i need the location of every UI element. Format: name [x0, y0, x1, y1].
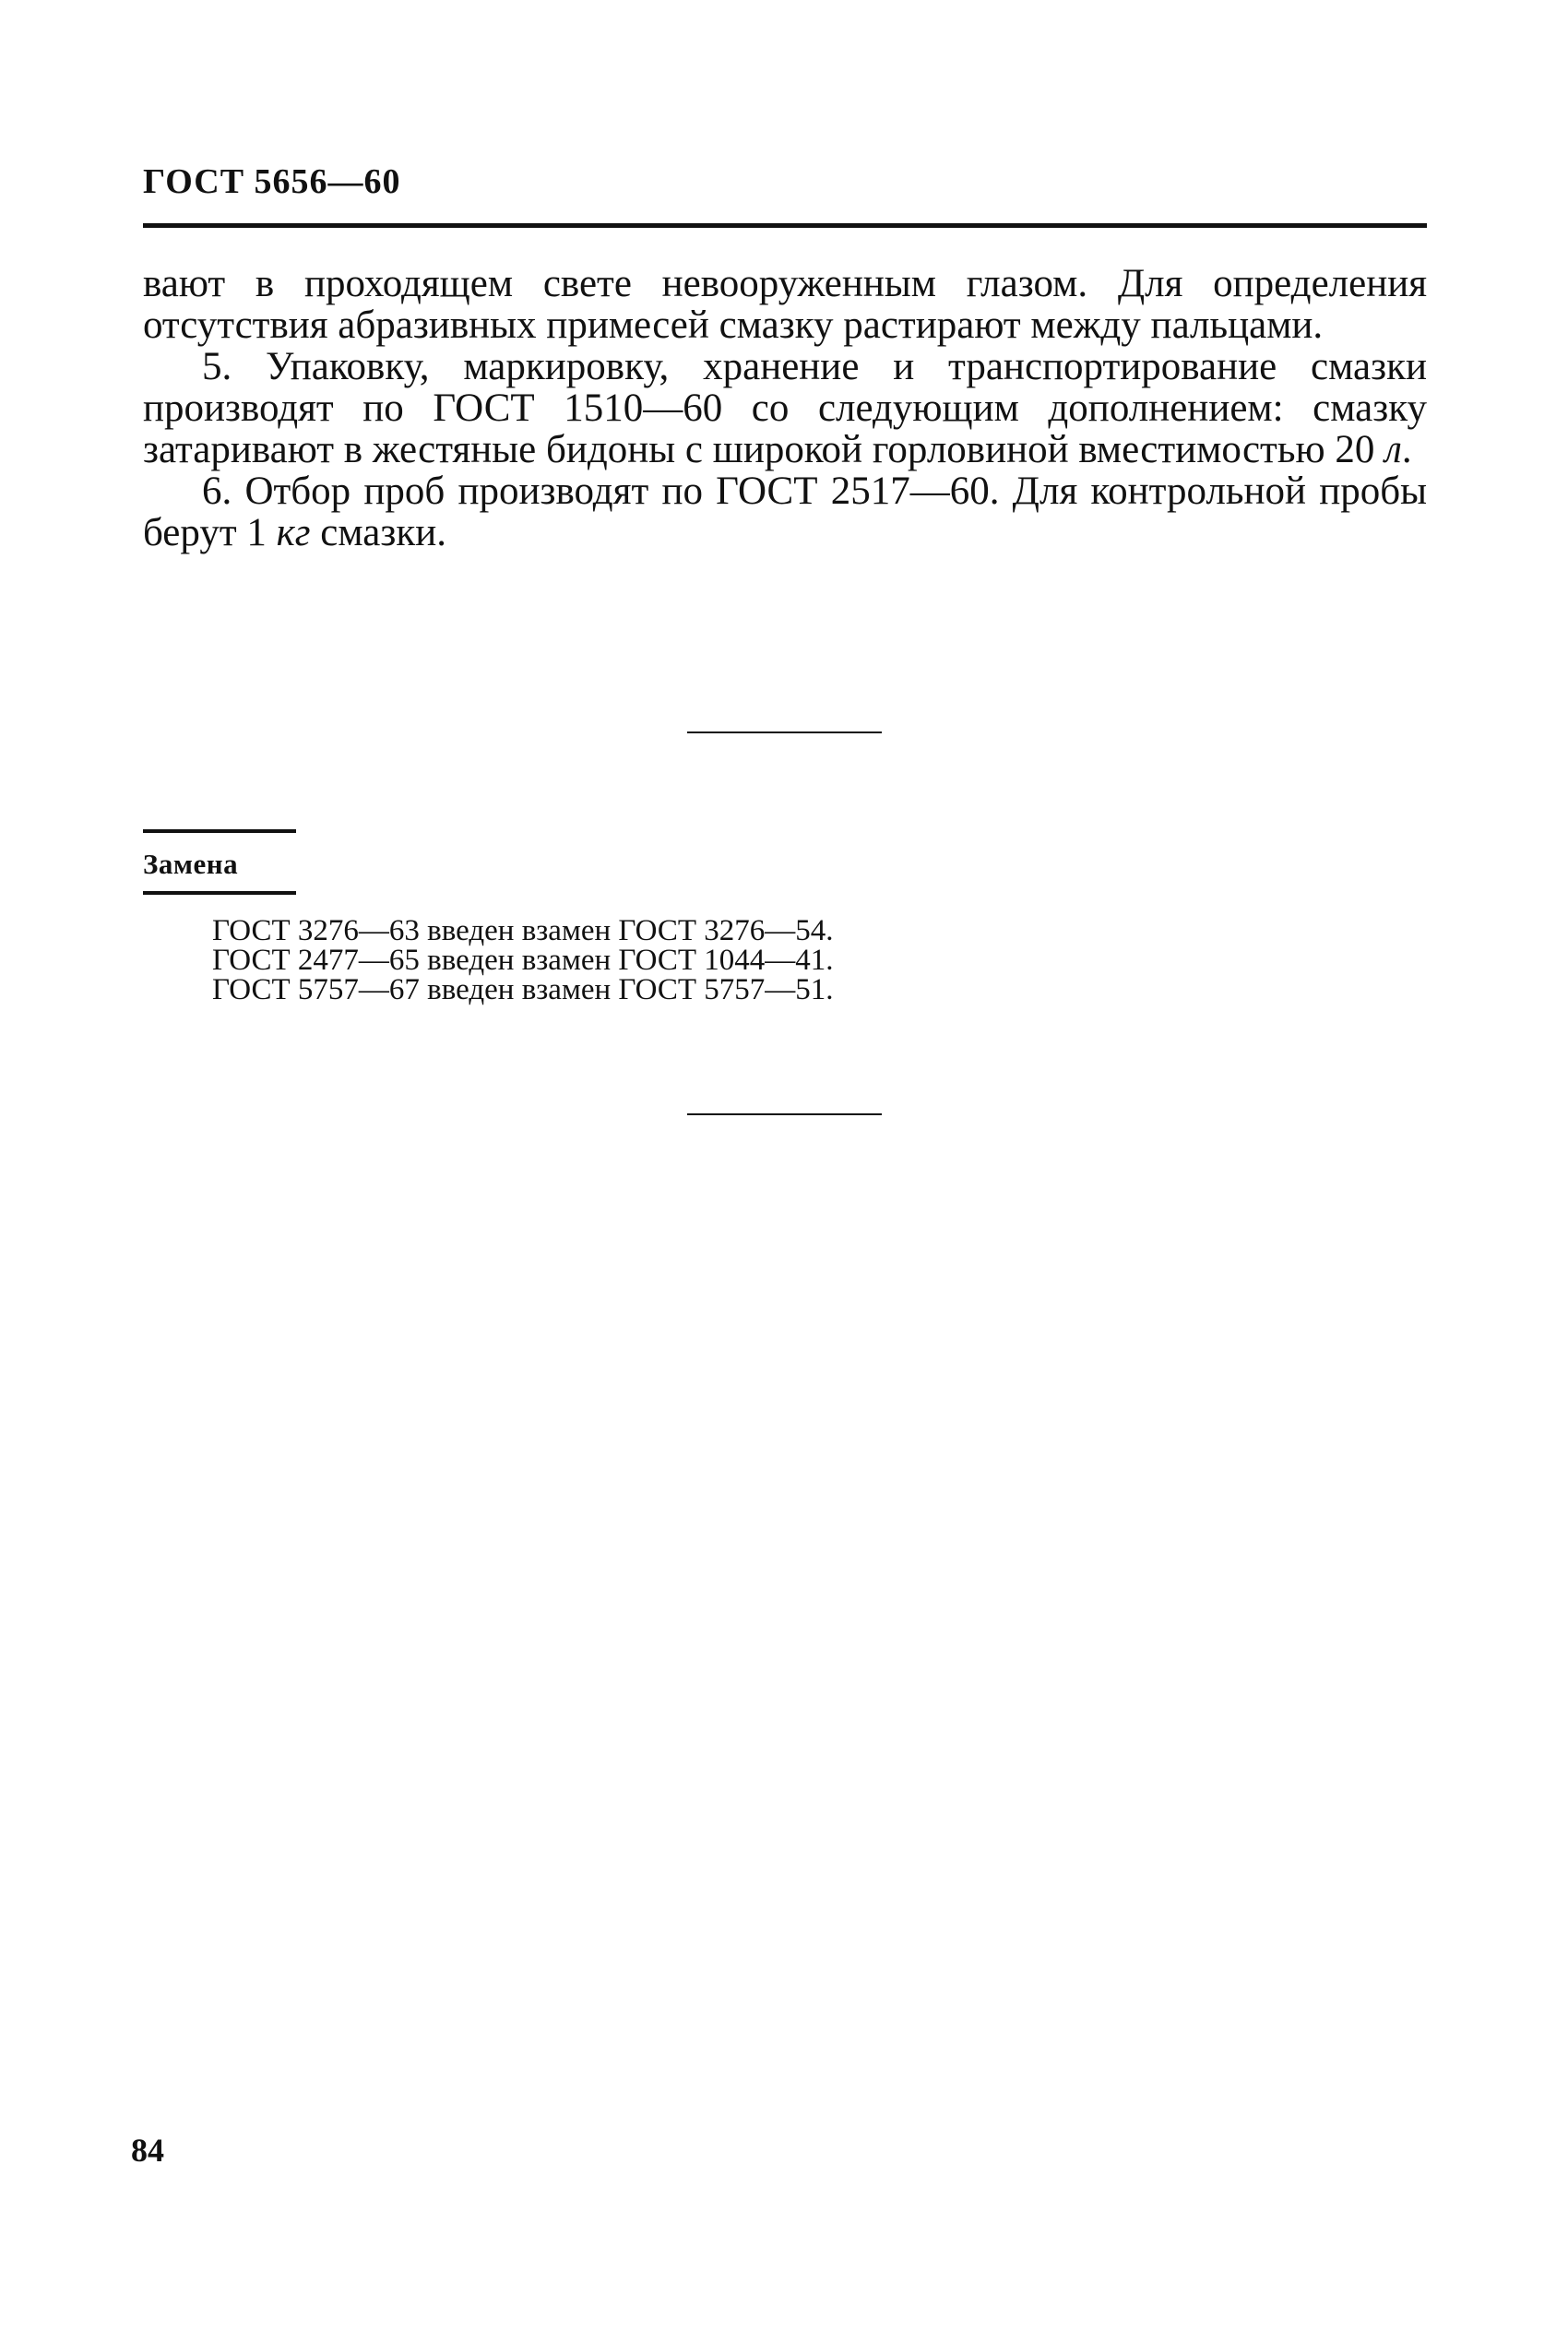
- replacement-title: Замена: [143, 848, 239, 880]
- replacement-item: ГОСТ 3276—63 введен взамен ГОСТ 3276—54.: [212, 914, 834, 947]
- document-header-title: ГОСТ 5656—60: [143, 162, 401, 201]
- replacement-rule-top: [143, 829, 296, 833]
- paragraph-item-6: [143, 470, 1427, 553]
- paragraph-item-5: [143, 346, 1427, 470]
- replacement-rule-bottom: [143, 891, 296, 895]
- section-divider-2: [687, 1113, 882, 1115]
- page-number: 84: [131, 2132, 164, 2169]
- unit-kilogram: кг: [276, 511, 311, 554]
- body-text: [143, 263, 1427, 553]
- paragraph-item-5-text: 5. Упаковку, маркировку, хранение и транспортирование смазки производят по ГОСТ 1510—60 со следующим дополнением: смазку затаривают в жестяные бидоны с широкой горловиной вместимостью 20: [143, 345, 1427, 471]
- replacement-list: [212, 916, 834, 1005]
- paragraph-item-6-end: смазки.: [320, 511, 446, 554]
- header-divider: [143, 223, 1427, 228]
- unit-liter: л: [1384, 428, 1402, 471]
- replacement-item: ГОСТ 2477—65 введен взамен ГОСТ 1044—41.: [212, 944, 834, 977]
- paragraph-continuation: вают в проходящем свете невооруженным глазом. Для определения отсутствия абразивных примесей смазку растирают между пальцами.: [143, 262, 1427, 347]
- paragraph-item-5-end: .: [1401, 428, 1412, 471]
- paragraph-item-6-text: 6. Отбор проб производят по ГОСТ 2517—60. Для контрольной пробы берут 1: [143, 470, 1427, 554]
- replacement-section-heading: [143, 829, 300, 895]
- section-divider-1: [687, 731, 882, 733]
- replacement-item: ГОСТ 5757—67 введен взамен ГОСТ 5757—51.: [212, 973, 834, 1006]
